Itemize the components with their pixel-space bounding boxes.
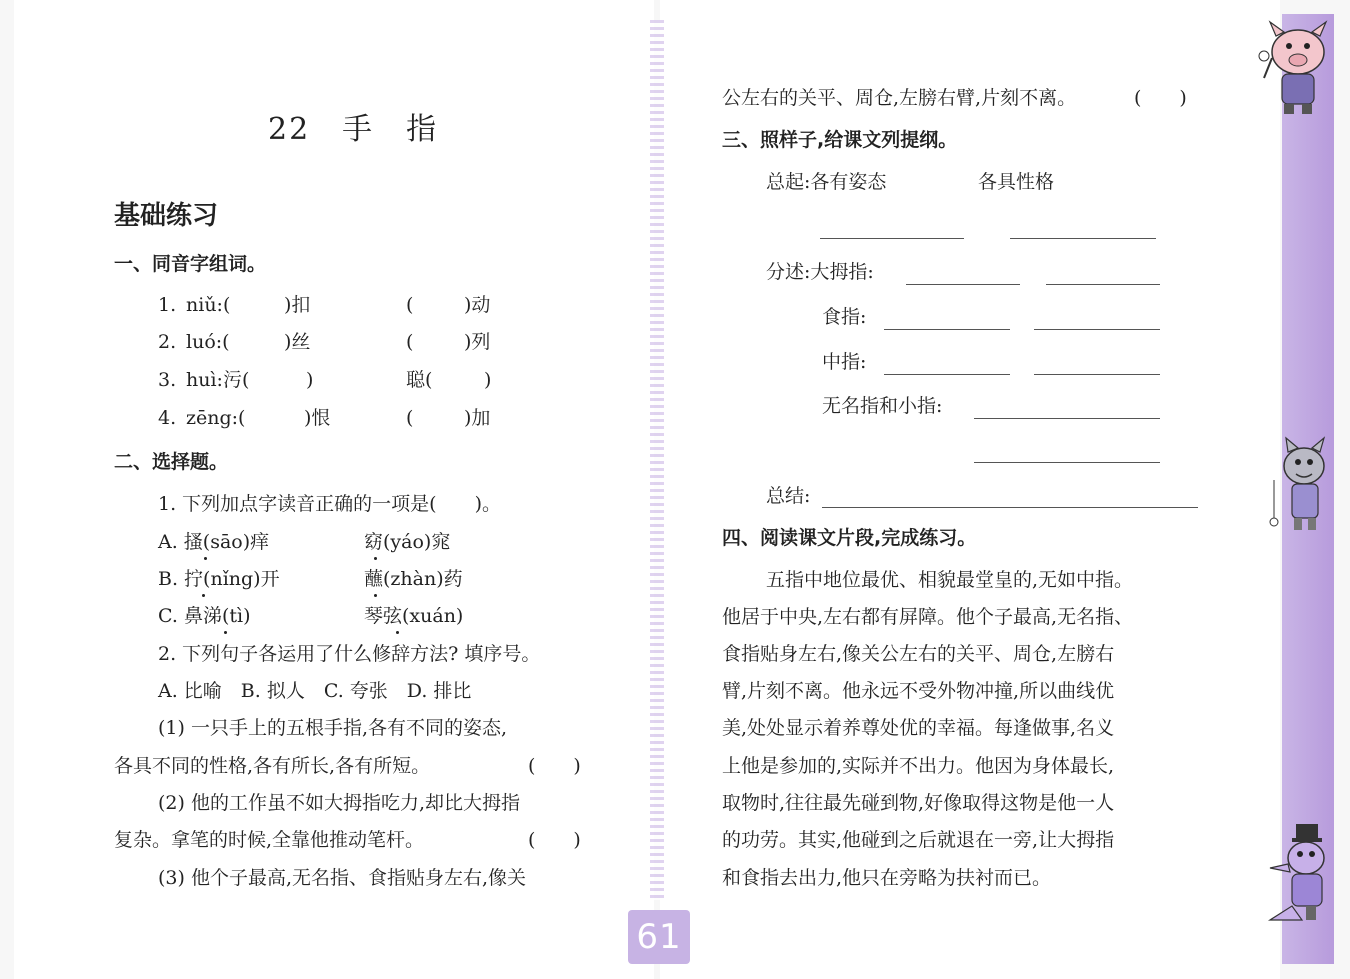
q1-item-pinyin: luó:( (186, 331, 230, 353)
q2-option-left: B. 拧(nǐng)开 (158, 568, 280, 590)
q3-middle-label: 中指: (822, 351, 867, 373)
q3-ring-label: 无名指和小指: (822, 395, 943, 417)
q4-title: 四、阅读课文片段,完成练习。 (722, 527, 977, 549)
q2-sentence1-line2: 各具不同的性格,各有所长,各有所短。 (114, 755, 431, 777)
answer-line[interactable] (906, 284, 1020, 285)
q2-sentence3-line2: 公左右的关平、周仓,左膀右臂,片刻不离。 (722, 87, 1077, 109)
emphasis-dot (202, 594, 205, 597)
q2-sentence2-line2: 复杂。拿笔的时候,全靠他推动笔杆。 (114, 829, 425, 851)
q1-item-num: 1. (158, 294, 177, 316)
passage-line: 的功劳。其实,他碰到之后就退在一旁,让大拇指 (722, 829, 1115, 851)
q2-option-left: C. 鼻涕(tì) (158, 605, 251, 627)
q1-title: 一、同音字组词。 (114, 253, 267, 275)
q3-intro-label: 总起:各有姿态 (766, 171, 887, 193)
q3-index-label: 食指: (822, 306, 867, 328)
emphasis-dot (396, 631, 399, 634)
answer-paren[interactable]: ( ) (528, 829, 581, 851)
q2-sentence3-line1: (3) 他个子最高,无名指、食指贴身左右,像关 (158, 867, 527, 889)
q1-item-word-a: ) (306, 369, 314, 391)
q2-option-left: A. 搔(sāo)痒 (158, 531, 270, 553)
passage-line: 臂,片刻不离。他永远不受外物冲撞,所以曲线优 (722, 680, 1115, 702)
answer-line[interactable] (822, 507, 1198, 508)
q1-item-word-a: )丝 (284, 331, 311, 353)
q1-item-word-b: )动 (464, 294, 491, 316)
answer-paren[interactable]: ( ) (528, 755, 581, 777)
book-spine (650, 20, 664, 900)
q3-title: 三、照样子,给课文列提纲。 (722, 129, 958, 151)
q1-item-word-a: )扣 (284, 294, 311, 316)
answer-line[interactable] (1034, 329, 1160, 330)
q2-sub2: 2. 下列句子各运用了什么修辞方法? 填序号。 (158, 643, 541, 665)
passage-line: 美,处处显示着养尊处优的幸福。每逢做事,名义 (722, 717, 1115, 739)
q1-item-word-b: ) (484, 369, 492, 391)
answer-line[interactable] (884, 374, 1010, 375)
q1-item-paren-b: ( (406, 407, 414, 429)
q2-option-right: 窈(yáo)窕 (364, 531, 451, 553)
answer-line[interactable] (974, 462, 1160, 463)
emphasis-dot (204, 557, 207, 560)
q1-item-word-a: )恨 (304, 407, 331, 429)
q3-detail-label: 分述:大拇指: (766, 261, 874, 283)
q1-item-paren-b: ( (406, 331, 414, 353)
q2-sentence2-line1: (2) 他的工作虽不如大拇指吃力,却比大拇指 (158, 792, 520, 814)
q2-option-right: 蘸(zhàn)药 (364, 568, 463, 590)
section-heading: 基础练习 (114, 201, 219, 231)
emphasis-dot (374, 557, 377, 560)
answer-line[interactable] (1046, 284, 1160, 285)
passage-line: 食指贴身左右,像关公左右的关平、周仓,左膀右 (722, 643, 1115, 665)
q3-intro-b: 各具性格 (978, 171, 1055, 193)
answer-line[interactable] (1010, 238, 1156, 239)
q2-title: 二、选择题。 (114, 451, 229, 473)
q2-sub1: 1. 下列加点字读音正确的一项是( )。 (158, 493, 501, 515)
wolf-mascot-icon (1266, 436, 1336, 536)
q1-item-pinyin: zēng:( (186, 407, 246, 429)
answer-line[interactable] (1034, 374, 1160, 375)
emphasis-dot (224, 631, 227, 634)
answer-line[interactable] (974, 418, 1160, 419)
answer-line[interactable] (820, 238, 964, 239)
q2-sentence1-line1: (1) 一只手上的五根手指,各有不同的姿态, (158, 717, 508, 739)
q2-option-right: 琴弦(xuán) (364, 605, 464, 627)
fox-mascot-icon (1262, 824, 1338, 924)
passage-line: 和食指去出力,他只在旁略为扶衬而已。 (722, 867, 1052, 889)
q1-item-paren-b: 聪( (406, 369, 433, 391)
passage-line: 五指中地位最优、相貌最堂皇的,无如中指。 (766, 569, 1134, 591)
answer-line[interactable] (884, 329, 1010, 330)
passage-line: 他居于中央,左右都有屏障。他个子最高,无名指、 (722, 606, 1134, 628)
q1-item-word-b: )列 (464, 331, 491, 353)
page-number: 61 (628, 910, 690, 964)
q1-item-pinyin: huì:污( (186, 369, 250, 391)
q1-item-num: 4. (158, 407, 177, 429)
passage-line: 取物时,往往最先碰到物,好像取得这物是他一人 (722, 792, 1115, 814)
q3-summary-label: 总结: (766, 485, 811, 507)
q1-item-num: 3. (158, 369, 177, 391)
q1-item-pinyin: niǔ:( (186, 294, 231, 316)
pig-mascot-icon (1258, 18, 1338, 118)
q1-item-paren-b: ( (406, 294, 414, 316)
q2-choices: A. 比喻 B. 拟人 C. 夸张 D. 排比 (158, 680, 472, 702)
q1-item-num: 2. (158, 331, 177, 353)
passage-line: 上他是参加的,实际并不出力。他因为身体最长, (722, 755, 1115, 777)
emphasis-dot (374, 594, 377, 597)
lesson-title: 22 手 指 (268, 112, 439, 147)
q1-item-word-b: )加 (464, 407, 491, 429)
answer-paren[interactable]: ( ) (1134, 87, 1187, 109)
